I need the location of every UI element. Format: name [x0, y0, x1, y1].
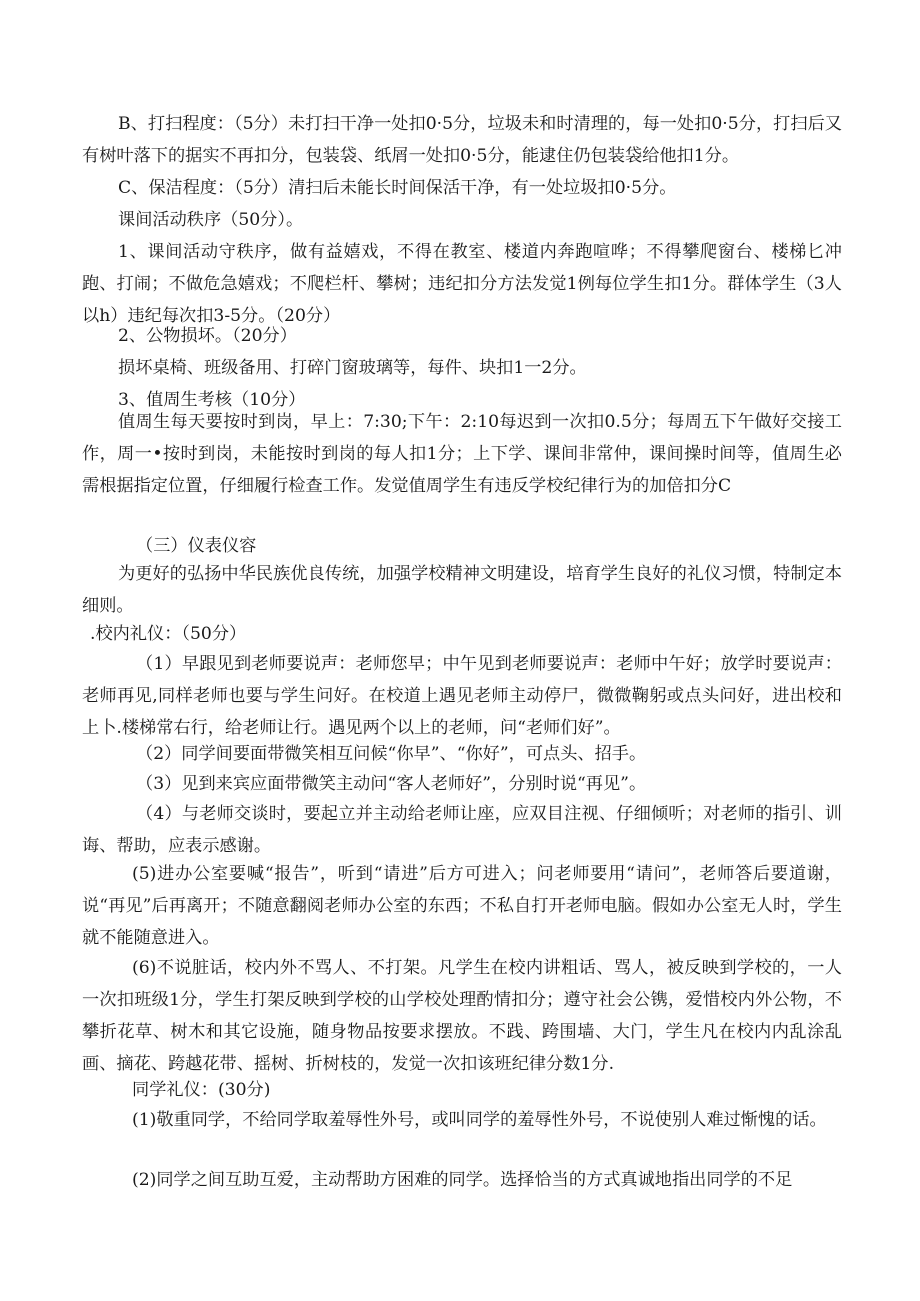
paragraph-etiquette-5: (5)进办公室要喊“报告”，听到“请进”后方可进入；问老师要用“请问”，老师答后要道谢，说“再见”后再离开；不随意翻阅老师办公室的东西；不私自打开老师电脑。假如办公室无人时，学生就不能随意进入。	[82, 864, 842, 948]
heading-recess-order: 课间活动秩序（50分）。	[118, 210, 304, 230]
paragraph-appearance-intro: 为更好的弘扬中华民族优良传统，加强学校精神文明建设，培育学生良好的礼仪习惯，特制定本细则。	[82, 564, 842, 616]
heading-public-property: 2、公物损坏。（20分）	[118, 326, 297, 346]
paragraph-duty-student-rules: 值周生每天要按时到岗，早上：7:30;下午：2:10每迟到一次扣0.5分；每周五下午做好交接工作，周一•按时到岗，未能按时到岗的每人扣1分；上下学、课间非常仲，课间操时间等，值周生必需根据指定位置，仔细履行检查工作。发觉值周学生有违反学校纪律行为的加倍扣分C	[82, 412, 842, 496]
paragraph-recess-rules: 1、课间活动守秩序，做有益嬉戏，不得在教室、楼道内奔跑喧哗；不得攀爬窗台、楼梯匕冲跑、打闹；不做危急嬉戏；不爬栏杆、攀树；违纪扣分方法发觉1例每位学生扣1分。群体学生（3人以h）违纪每次扣3-5分。（20分）	[82, 242, 842, 326]
paragraph-etiquette-6: (6)不说脏话，校内外不骂人、不打架。凡学生在校内讲粗话、骂人，被反映到学校的，一人一次扣班级1分，学生打架反映到学校的山学校处理酌情扣分；遵守社会公镌，爱惜校内外公物，不攀折花草、树木和其它设施，随身物品按要求摆放。不践、跨围墙、大门，学生凡在校内内乱涂乱画、摘花、跨越花带、摇树、折树枝的，发觉一次扣该班纪律分数1分.	[82, 958, 842, 1074]
paragraph-etiquette-1: （1）早跟见到老师要说声：老师您早；中午见到老师要说声：老师中午好；放学时要说声：老师再见,同样老师也要与学生问好。在校道上遇见老师主动停尸，微微鞠躬或点头问好，进出校和上卜.楼梯常右行，给老师让行。遇见两个以上的老师，问“老师们好”。	[82, 654, 842, 738]
paragraph-etiquette-4: （4）与老师交谈时，要起立并主动给老师让座，应双目注视、仔细倾听；对老师的指引、训诲、帮助，应表示感谢。	[82, 804, 842, 856]
paragraph-sweeping-degree: B、打扫程度：（5分）未打扫干净一处扣0·5分，垃圾未和时清理的，每一处扣0·5分，打扫后又有树叶落下的据实不再扣分，包装袋、纸屑一处扣0·5分，能逮住仍包装袋给他扣1分。	[82, 114, 842, 166]
heading-campus-etiquette: .校内礼仪：（50分）	[90, 624, 247, 644]
paragraph-classmate-2: (2)同学之间互助互爱，主动帮助方困难的同学。选择恰当的方式真诚地指出同学的不足	[132, 1170, 793, 1190]
paragraph-etiquette-3: （3）见到来宾应面带微笑主动问“客人老师好”，分别时说“再见”。	[136, 774, 647, 794]
paragraph-cleaning-degree: C、保洁程度：（5分）清扫后未能长时间保活干净，有一处垃圾扣0·5分。	[118, 178, 677, 198]
paragraph-etiquette-2: （2）同学间要面带微笑相互问候“你早”、“你好”，可点头、招手。	[136, 744, 647, 764]
heading-appearance: （三）仪表仪容	[136, 536, 257, 556]
paragraph-classmate-1: (1)敬重同学，不给同学取羞辱性外号，或叫同学的羞辱性外号，不说使别人难过惭愧的话。	[132, 1110, 827, 1130]
heading-classmate-etiquette: 同学礼仪：(30分)	[132, 1080, 271, 1100]
heading-duty-student: 3、值周生考核（10分）	[118, 390, 306, 410]
paragraph-property-damage: 损坏桌椅、班级备用、打碎门窗玻璃等，每件、块扣1一2分。	[118, 358, 587, 378]
